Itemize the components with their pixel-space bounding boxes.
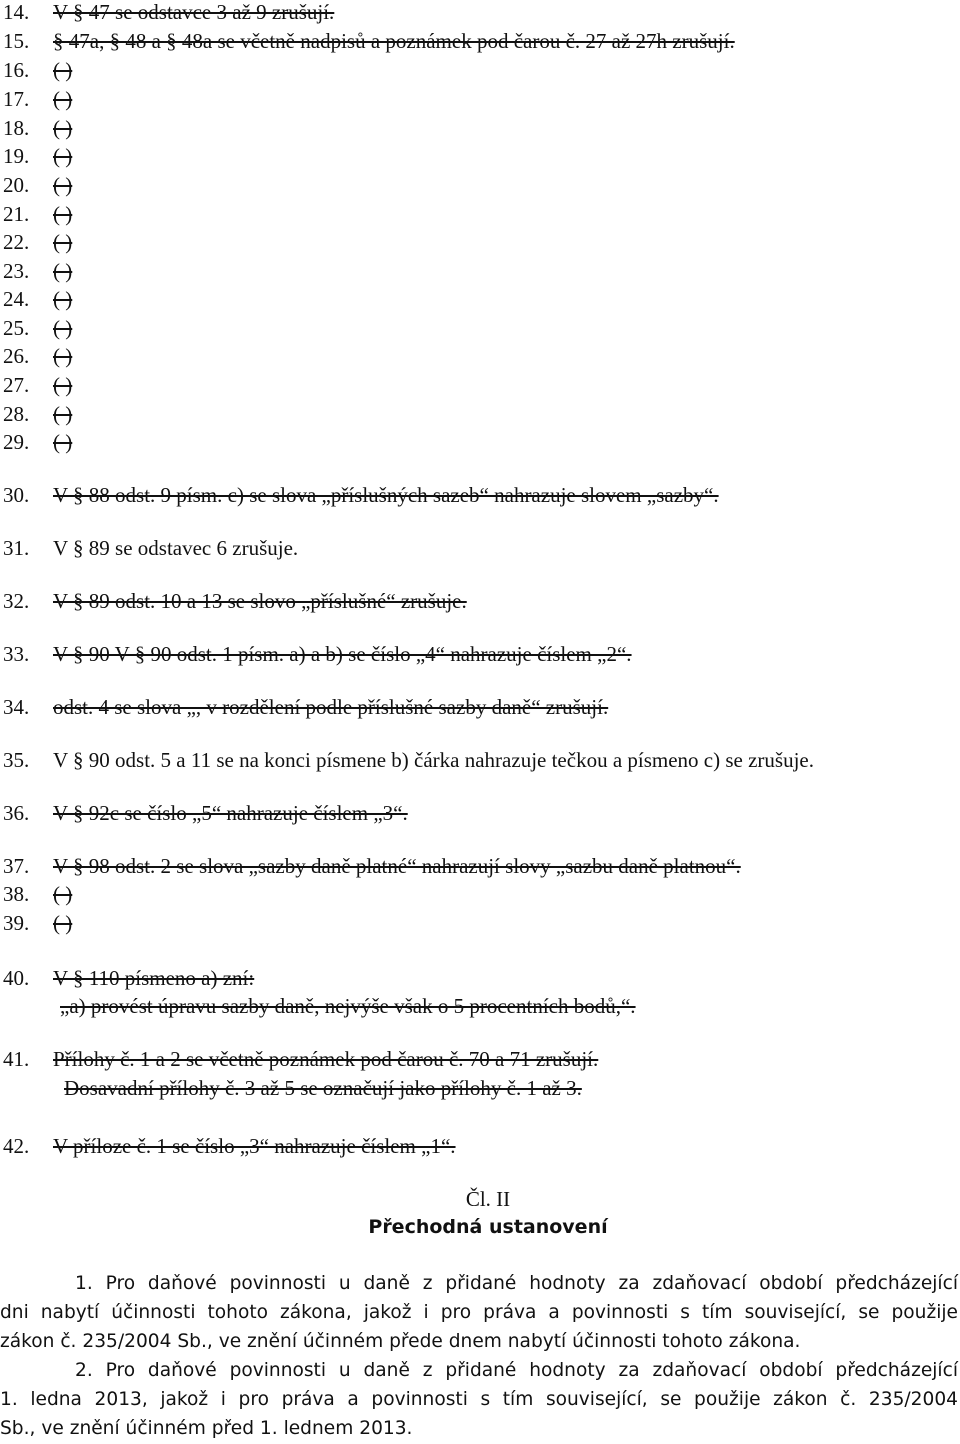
- item-text: odst. 4 se slova „, v rozdělení podle příslušné sazby daně“ zrušují.: [53, 695, 609, 719]
- item-number: 42.: [3, 1134, 30, 1158]
- item-number: 14.: [3, 0, 30, 24]
- item-text: ( ): [53, 87, 73, 111]
- paragraph-1-line-2: dni nabytí účinnosti tohoto zákona, jakož i pro práva a povinnosti s tím související, se použije: [0, 1302, 958, 1323]
- item-number: 20.: [3, 173, 30, 197]
- item-number: 19.: [3, 144, 30, 168]
- item-text: ( ): [53, 882, 73, 906]
- item-number: 37.: [3, 854, 30, 878]
- item-number: 39.: [3, 911, 30, 935]
- item-number: 32.: [3, 589, 30, 613]
- item-text: ( ): [53, 287, 73, 311]
- item-text: V § 92c se číslo „5“ nahrazuje číslem „3“.: [53, 801, 408, 825]
- item-number: 40.: [3, 966, 30, 990]
- item-text: V § 89 se odstavec 6 zrušuje.: [53, 536, 299, 560]
- item-number: 35.: [3, 748, 30, 772]
- item-text: ( ): [53, 344, 73, 368]
- item-text: „a) provést úpravu sazby daně, nejvýše však o 5 procentních bodů,“.: [60, 994, 636, 1018]
- item-text: Přílohy č. 1 a 2 se včetně poznámek pod čarou č. 70 a 71 zrušují.: [53, 1047, 599, 1071]
- item-text: ( ): [53, 430, 73, 454]
- item-text: V § 90 odst. 5 a 11 se na konci písmene b) čárka nahrazuje tečkou a písmeno c) se zrušuje.: [53, 748, 815, 772]
- item-text: V § 110 písmeno a) zní:: [53, 966, 255, 990]
- item-number: 29.: [3, 430, 30, 454]
- item-number: 15.: [3, 29, 30, 53]
- item-number: 41.: [3, 1047, 30, 1071]
- item-number: 36.: [3, 801, 30, 825]
- item-text: V příloze č. 1 se číslo „3“ nahrazuje číslem „1“.: [53, 1134, 456, 1158]
- paragraph-1-line-1: 1. Pro daňové povinnosti u daně z přidané hodnoty za zdaňovací období předcházející: [75, 1273, 958, 1294]
- item-number: 31.: [3, 536, 30, 560]
- item-text: Dosavadní přílohy č. 3 až 5 se označují jako přílohy č. 1 až 3.: [64, 1076, 582, 1100]
- item-number: 33.: [3, 642, 30, 666]
- item-text: ( ): [53, 259, 73, 283]
- item-number: 28.: [3, 402, 30, 426]
- item-number: 21.: [3, 202, 30, 226]
- paragraph-2-line-1: 2. Pro daňové povinnosti u daně z přidané hodnoty za zdaňovací období předcházející: [75, 1360, 958, 1381]
- paragraph-2-line-2: 1. ledna 2013, jakož i pro práva a povinnosti s tím související, se použije zákon č. 235/2004: [0, 1389, 958, 1410]
- item-text: V § 88 odst. 9 písm. c) se slova „příslušných sazeb“ nahrazuje slovem „sazby“.: [53, 483, 719, 507]
- item-number: 25.: [3, 316, 30, 340]
- item-number: 24.: [3, 287, 30, 311]
- item-text: ( ): [53, 116, 73, 140]
- item-number: 34.: [3, 695, 30, 719]
- item-text: V § 98 odst. 2 se slova „sazby daně platné“ nahrazují slovy „sazbu daně platnou“.: [53, 854, 741, 878]
- item-text: ( ): [53, 58, 73, 82]
- item-text: ( ): [53, 316, 73, 340]
- item-text: ( ): [53, 373, 73, 397]
- item-text: ( ): [53, 144, 73, 168]
- item-number: 16.: [3, 58, 30, 82]
- item-number: 23.: [3, 259, 30, 283]
- paragraph-2-line-3: Sb., ve znění účinném před 1. lednem 2013.: [0, 1418, 413, 1439]
- item-text: ( ): [53, 202, 73, 226]
- item-number: 18.: [3, 116, 30, 140]
- item-number: 30.: [3, 483, 30, 507]
- item-number: 17.: [3, 87, 30, 111]
- item-text: V § 90 V § 90 odst. 1 písm. a) a b) se číslo „4“ nahrazuje číslem „2“.: [53, 642, 632, 666]
- item-number: 22.: [3, 230, 30, 254]
- item-number: 26.: [3, 344, 30, 368]
- article-number: Čl. II: [465, 1187, 511, 1211]
- paragraph-1-line-3: zákon č. 235/2004 Sb., ve znění účinném přede dnem nabytí účinnosti tohoto zákona.: [0, 1331, 801, 1352]
- item-text: ( ): [53, 173, 73, 197]
- item-text: ( ): [53, 230, 73, 254]
- item-text: ( ): [53, 911, 73, 935]
- item-text: V § 47 se odstavce 3 až 9 zrušují.: [53, 0, 335, 24]
- item-number: 27.: [3, 373, 30, 397]
- item-number: 38.: [3, 882, 30, 906]
- item-text: ( ): [53, 402, 73, 426]
- article-heading: Přechodná ustanovení: [368, 1216, 608, 1238]
- item-text: V § 89 odst. 10 a 13 se slovo „příslušné“ zrušuje.: [53, 589, 467, 613]
- item-text: § 47a, § 48 a § 48a se včetně nadpisů a poznámek pod čarou č. 27 až 27h zrušují.: [53, 29, 735, 53]
